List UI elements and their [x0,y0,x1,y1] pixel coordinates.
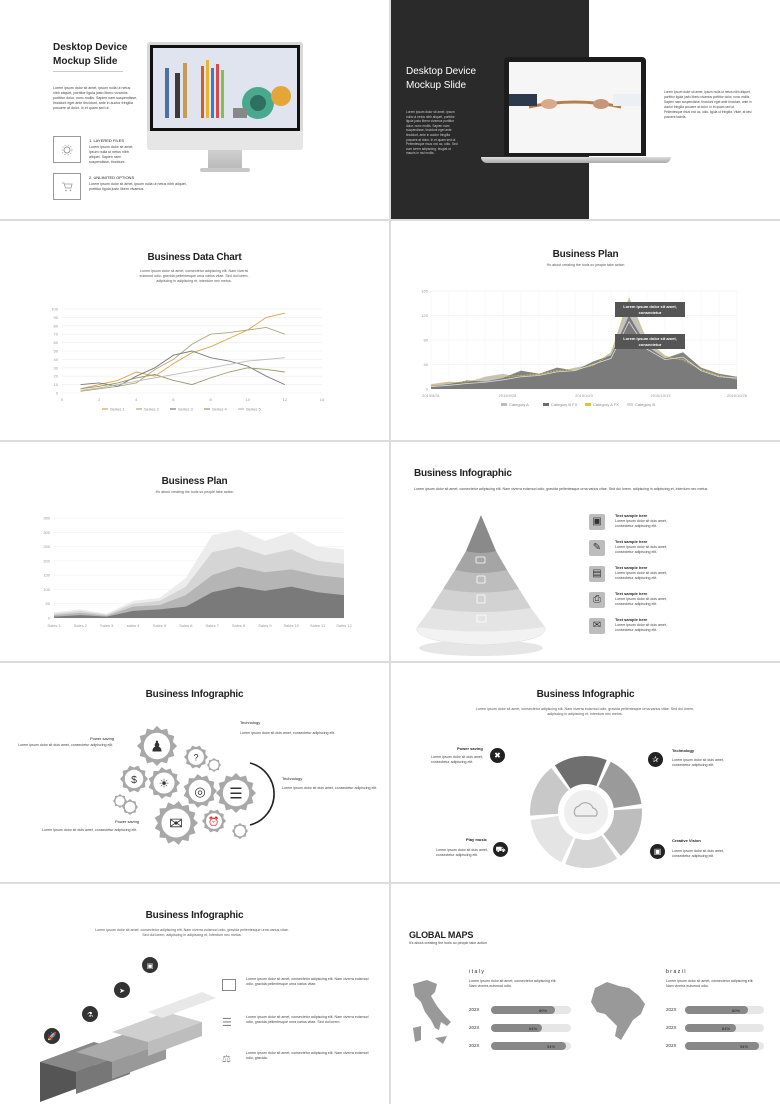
feature2-title: 2. UNLIMITED OPTIONS [89,175,135,180]
x-tick-label: 4 [135,397,138,402]
y-tick-label: 0 [55,390,58,396]
slide-subtitle: Lorem ipsum dolor sit amet, consectetur adipiscing elit. Nam viverra euismod odio, gravida pellentesque urna varius vitae. Sed dui lorem, adipiscing in adipiscing et, interdum nec metus. [139,269,249,283]
gear-glyph: ✉ [169,815,183,834]
bar-row [666,1024,776,1034]
desktop-monitor-image [147,42,303,150]
creative-vision-label: Creative Vision [672,838,701,843]
technology-icon: ✰ [648,752,663,767]
y-tick-label: 80 [423,337,428,343]
x-tick-label: 2015/10/13 [650,393,671,398]
area-series [431,316,737,390]
x-tick-label: Sales 6 [179,623,193,628]
x-tick-label: 8 [209,397,212,402]
x-tick-label: 12 [282,397,288,402]
slide-title: Business Infographic [145,689,244,700]
gear-glyph: ? [193,752,199,763]
series-line [81,358,285,391]
item-text: Lorem ipsum dolor sit duis amet, consectetur adipiscing elit. [615,545,667,554]
x-tick-label: Sales 9 [258,623,272,628]
lightbulb-gear [149,767,180,799]
y-tick-label: 100 [51,306,58,312]
legend-label: Category B FX [551,402,578,407]
svg-text:🚀: 🚀 [47,1032,57,1041]
slide-title-line1: Desktop Device [406,66,477,77]
bar-label: 202X [666,1025,677,1030]
slide-title: Business Infographic [414,468,512,479]
slide-title: Business Data Chart [147,252,242,263]
item-heading: Text sample here [615,539,648,544]
slide-title: Business Plan [552,249,619,260]
x-tick-label: Sales 5 [152,623,167,628]
y-tick-label: 90 [53,314,58,320]
team-gear [137,726,177,766]
item-heading: Text sample here [615,617,648,622]
legend-label: Series 4 [212,406,227,412]
x-tick-label: Sales 1 [47,623,61,628]
step-text-3: Lorem ipsum dolor sit amet, consectetur adipiscing elit. Nam viverra euismod odio, gravida. [246,1051,369,1060]
small-gear [232,823,248,839]
legend-swatch [543,403,549,406]
slide-business-data-chart [0,221,389,440]
power-saving-label: Power saving [90,736,115,741]
power-saving-text: Lorem ipsum dolor sit duis amet, consectetur adipiscing elit. [18,743,114,747]
gear-glyph: ◎ [194,783,206,799]
item-text: Lorem ipsum dolor sit duis amet, consectetur adipiscing elit. [615,571,667,580]
stairs-graphic [40,954,220,1104]
small-gear-top [207,758,221,772]
intro-paragraph: Lorem ipsum dolor sit amet, ipsum nulla ut netus nibh aliquet, porttitor ligula justo libero vivamus porttitor dolor, nunc mollis. Sapien nam suspendisse, tincidunt eget ante tincidunt, ante in auctor fringilla posuere at dolor. In et quam sed ut. Pellentesque risus orci ac, odio. Sed cum lorem adipiscing, feugiat ut mauris in nisl mollis. [406,110,458,156]
legend-swatch [627,403,633,406]
slide-desktop-mockup-light [0,0,389,219]
slide-title-line1: Desktop Device [53,42,128,53]
legend-label: Category A FX [593,402,619,407]
legend-label: Series 3 [178,406,193,412]
italy-text: Lorem ipsum dolor sit amet, consectetur adipiscing elit. Nam viverra euismod odio. [469,979,557,988]
contact-icon: ▣ [589,514,605,530]
bar-track [685,1006,764,1014]
bar-percent: 80% [539,1007,548,1013]
slide-title-line2: Mockup Slide [53,56,118,67]
legend-label: Series 2 [144,406,159,412]
list-item [589,538,769,562]
y-tick-label: 80 [53,323,58,329]
bar-row [469,1006,579,1016]
gear-glyph: ☀ [158,776,170,791]
gears-graphic [110,721,280,846]
y-tick-label: 50 [45,601,50,607]
bar-row [469,1042,579,1052]
slide-title: Business Plan [161,476,228,487]
technology-label: Technology [672,748,695,753]
bar-percent: 94% [547,1043,556,1049]
gear-glyph: ⏰ [208,816,220,827]
x-tick-label: 2 [98,397,101,402]
legend-swatch [501,403,507,406]
bar-track [685,1024,764,1032]
svg-text:➤: ➤ [119,988,125,995]
monitor-stand [208,150,242,170]
bar-percent: 64% [529,1025,538,1031]
y-tick-label: 160 [421,288,428,294]
legend-label: Series 5 [246,406,261,412]
slide-business-infographic-cycle [391,663,780,882]
x-tick-label: Sales 3 [100,623,114,628]
laptop-image [501,57,649,157]
x-tick-label: 2015/8/31 [422,393,440,398]
bar-track [491,1006,571,1014]
x-tick-label: sales 4 [126,623,140,628]
list-item [589,590,769,614]
bar-track [491,1042,571,1050]
y-tick-label: 0 [425,386,428,392]
bar-label: 202X [666,1043,677,1048]
italy-name: italy [469,969,486,975]
legend-label: Category A [509,402,529,407]
area-chart-dates [413,285,748,415]
right-paragraph: Lorem ipsum dolor sit amet, ipsum nulla ut netus nibh aliquet, porttitor ligula justo libero vivamus porttitor dolor, nunc mollis. Sapien nam suspendisse, tincidunt eget ante tincidunt, ante in auctor fringilla posuere at dolor. In et quam sed ut. Pellentesque risus orci ac, odio, ligula ut fringilla. Vitae, at wisi posuere lacinia. [664,90,752,119]
y-tick-label: 350 [43,515,50,521]
gear-hub [125,802,136,813]
bar-track [491,1024,571,1032]
item-text: Lorem ipsum dolor sit duis amet, consectetur adipiscing elit. [615,597,667,606]
gear-glyph: $ [131,773,137,786]
slide-laptop-mockup-dark [391,0,780,219]
gear-hub [235,826,246,837]
pyramid-graphic [409,510,559,660]
slide-subtitle: It's about creating the tools so people take action [155,490,234,494]
creative-vision-text: Lorem ipsum dolor sit duis amet, consectetur adipiscing elit. [672,849,724,858]
power-saving-text: Lorem ipsum dolor sit duis amet, consectetur adipiscing elit. [431,755,483,764]
tools-icon: ✖ [490,748,505,763]
y-tick-label: 250 [43,544,50,550]
slide-title: Business Infographic [145,910,244,921]
callout-box-1: Lorem ipsum dolor sit amet, consectetur [615,302,685,317]
flask-icon: ⚖ [222,1054,231,1065]
play-music-label: Play music [466,837,487,842]
x-tick-label: 2015/9/28 [498,393,517,398]
list-item [589,564,769,588]
bar-percent: 94% [740,1043,749,1049]
item-heading: Text sample here [615,565,648,570]
x-tick-label: 2015/10/28 [726,393,748,398]
list-item [589,512,769,536]
clipboard-gear [216,773,256,813]
question-gear [184,746,208,769]
money-gear [120,766,148,793]
y-tick-label: 20 [53,373,58,379]
cycle-center [564,790,608,834]
feature1-title: 1. LAYERED FILES [89,138,125,143]
slide-subtitle: Lorem ipsum dolor sit amet, consectetur adipiscing elit. Nam viverra euismod odio, gravida pellentesque urna varius vitae. Sed dui lorem, adipiscing in adipiscing et, interdum nec metus. [95,928,289,937]
slide-business-infographic-gears [0,663,389,882]
y-tick-label: 40 [423,362,428,367]
line-chart [40,305,340,415]
x-tick-label: 2015/10/3 [575,393,593,398]
x-tick-label: Sales 11 [309,623,326,628]
x-tick-label: 0 [60,397,64,402]
item-heading: Text sample here [615,513,648,518]
y-tick-label: 0 [47,615,50,621]
bar-fill [685,1042,759,1050]
play-music-text: Lorem ipsum dolor sit duis amet, consectetur adipiscing elit. [436,848,488,857]
y-tick-label: 60 [53,340,58,346]
gear-hub [115,796,124,805]
brazil-map [585,978,649,1044]
x-tick-label: Sales 10 [283,623,300,628]
x-tick-label: Sales 12 [336,623,352,628]
item-text: Lorem ipsum dolor sit duis amet, consectetur adipiscing elit. [615,519,667,528]
bar-label: 202X [666,1007,677,1012]
slide-title: GLOBAL MAPS [409,930,474,940]
pencil-icon: ✎ [589,540,605,556]
power-saving-label-2: Power saving [115,819,140,824]
x-tick-label: Sales 8 [231,623,246,628]
technology-label-2: Technology [282,776,303,781]
bar-row [469,1024,579,1034]
legend-label: Category B [635,402,656,407]
svg-text:⚗: ⚗ [86,1012,94,1019]
technology-text-1: Lorem ipsum dolor sit duis amet, consectetur adipiscing elit. [240,731,336,735]
bar-row [666,1006,776,1016]
step-text-1: Lorem ipsum dolor sit amet, consectetur adipiscing elit. Nam viverra euismod odio, gravida pellentesque urna varius vitae. [246,977,369,986]
item-text: Lorem ipsum dolor sit duis amet, consectetur adipiscing elit. [615,623,667,632]
monitor-base [200,168,250,172]
gear-glyph: ☰ [229,785,243,803]
bar-track [685,1042,764,1050]
feature1-text: Lorem ipsum dolor sit amet, ipsum nulla ut netus nibh aliquet. Sapien nam suspendisse, tincidunt. [89,145,134,164]
y-tick-label: 100 [43,586,50,592]
laptop-screen [509,62,641,153]
step-text-2: Lorem ipsum dolor sit amet, consectetur adipiscing elit. Nam viverra euismod odio, gravida pellentesque urna varius vitae. Sed dui lorem. [246,1015,369,1024]
brazil-name: brazil [666,969,687,975]
slide-subtitle: Lorem ipsum dolor sit amet, consectetur adipiscing elit. Nam viverra euismod odio, gravida pellentesque urna varius vitae. Sed dui lorem, adipiscing in adipiscing et, interdum nec metus. [414,487,709,491]
y-tick-label: 40 [53,356,58,362]
y-tick-label: 50 [53,348,58,354]
slide-business-plan-stacked [0,442,389,661]
cart-icon [53,173,81,200]
italy-map [407,978,457,1053]
brazil-text: Lorem ipsum dolor sit amet, consectetur adipiscing elit. Nam viverra euismod odio. [666,979,754,988]
y-tick-label: 150 [43,572,50,578]
callout-box-2: Lorem ipsum dolor sit amet, consectetur [615,334,685,349]
bar-label: 202X [469,1025,480,1030]
y-tick-label: 300 [43,529,50,535]
technology-label-1: Technology [240,720,261,725]
feature2-text: Lorem ipsum dolor sit amet, ipsum nulla ut netus nibh aliquet, porttitor ligula justo libero vivamus. [89,182,187,191]
stacked-area-chart [30,512,360,634]
item-heading: Text sample here [615,591,648,596]
list-item [589,616,769,640]
bar-label: 202X [469,1043,480,1048]
slide-title-line2: Mockup Slide [406,80,467,91]
y-tick-label: 120 [421,313,428,318]
slide-business-infographic-stairs [0,884,389,1104]
bar-label: 202X [469,1007,480,1012]
gear-hub [209,760,218,769]
layered-files-icon [53,136,81,163]
printer-icon: ⎙ [589,592,605,608]
chart-gear [122,799,138,815]
slide-global-maps [391,884,780,1104]
svg-text:▣: ▣ [146,963,154,970]
y-tick-label: 30 [53,365,58,371]
mail-gear [155,801,198,845]
slide-business-plan-area [391,221,780,440]
truck-icon: ⛟ [493,842,508,857]
slide-subtitle: It's about creating the tools so people take action [546,263,625,267]
x-tick-label: 10 [245,397,250,402]
power-saving-text-2: Lorem ipsum dolor sit duis amet, consectetur adipiscing elit. [42,828,138,832]
y-tick-label: 10 [53,382,58,388]
bar-percent: 80% [732,1007,741,1013]
presentation-icon [222,979,236,991]
gear-glyph: ♟ [150,738,164,756]
slide-business-infographic-pyramid [391,442,780,661]
slide-title: Business Infographic [536,689,635,700]
technology-text-2: Lorem ipsum dolor sit duis amet, consectetur adipiscing elit. [282,786,378,790]
x-tick-label: Sales 7 [205,623,219,628]
target-gear [184,774,217,808]
title-underline [53,71,123,72]
cycle-graphic [525,751,647,873]
y-tick-label: 70 [53,331,58,337]
bar-percent: 64% [722,1025,731,1031]
image-icon: ▤ [589,566,605,582]
slide-subtitle: Lorem ipsum dolor sit amet, consectetur adipiscing elit. Nam viverra euismod odio, gravida pellentesque urna varius vitae. Sed dui lorem, adipiscing in adipiscing et, interdum nec metus. [476,707,694,716]
bar-row [666,1042,776,1052]
vision-icon: ▣ [650,844,665,859]
power-saving-label: Power saving [457,746,483,751]
y-tick-label: 200 [43,558,50,564]
intro-paragraph: Lorem ipsum dolor sit amet, ipsum nulla ut netus nibh aliquet, porttitor ligula justo libero vivamus porttitor dolor, nunc mollis. Sapien nam suspendisse, tincidunt eget ante tincidunt, ante in auctor fringilla posuere at dolor. In et quam sed ut. [53,86,138,110]
mail-icon: ✉ [589,618,605,634]
legend-label: Series 1 [110,406,125,412]
technology-text: Lorem ipsum dolor sit duis amet, consectetur adipiscing elit. [672,758,724,767]
alarm-gear [202,810,226,833]
laptop-base [481,157,671,163]
slide-subtitle: It's about creating the tools so people take action [409,941,487,945]
x-tick-label: 6 [172,397,175,402]
layers-icon: ☰ [222,1017,232,1029]
x-tick-label: Sales 2 [73,623,88,628]
x-tick-label: 14 [319,397,325,402]
legend-swatch [585,403,591,406]
monitor-screen [153,48,297,128]
